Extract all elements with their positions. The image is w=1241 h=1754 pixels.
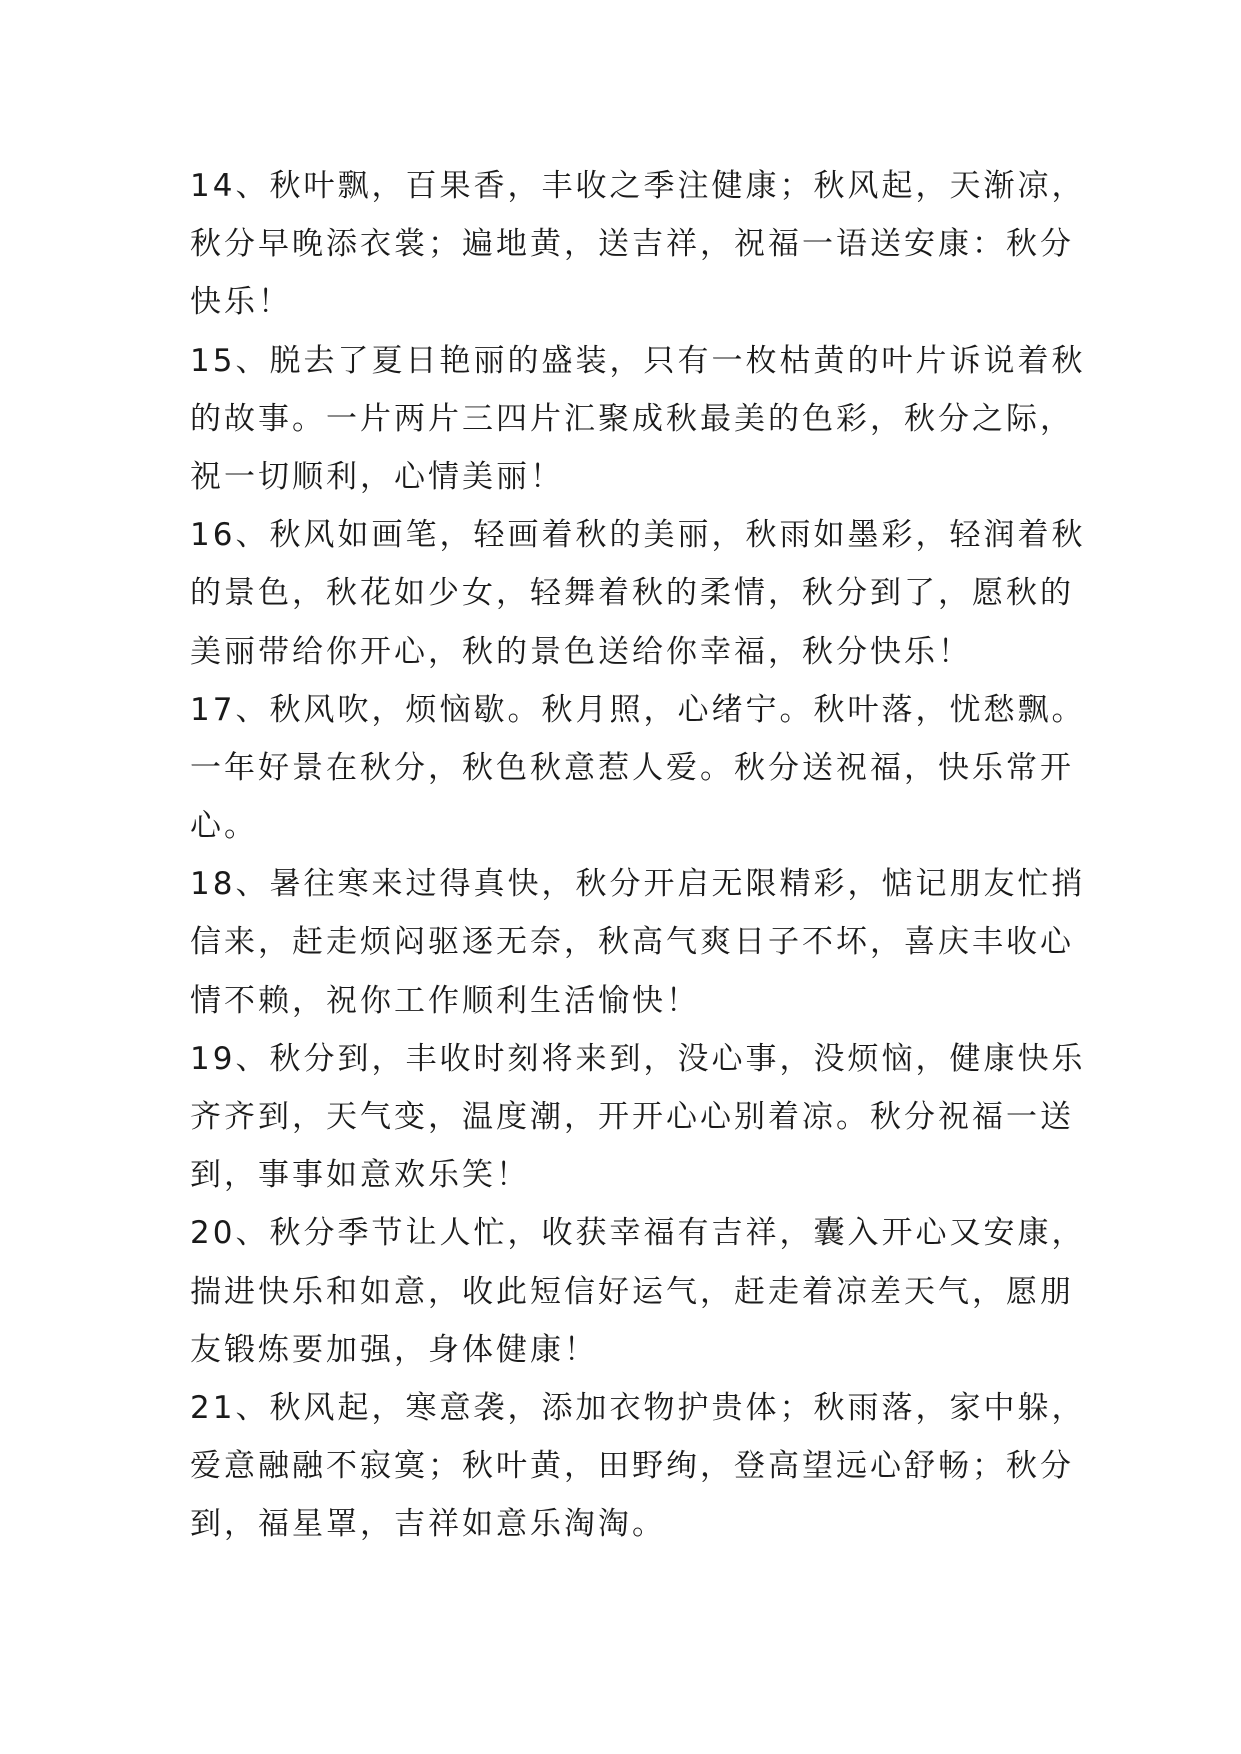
text-line: 20、秋分季节让人忙，收获幸福有吉祥，囊入开心又安康， [190,1215,1086,1252]
text-line: 心。 [190,808,258,845]
text-line: 快乐！ [190,284,292,321]
text-line: 16、秋风如画笔，轻画着秋的美丽，秋雨如墨彩，轻润着秋 [190,517,1086,554]
text-line: 秋分早晚添衣裳；遍地黄，送吉祥，祝福一语送安康：秋分 [190,226,1074,263]
text-line: 的故事。一片两片三四片汇聚成秋最美的色彩，秋分之际， [190,400,1074,437]
text-line: 14、秋叶飘，百果香，丰收之季注健康；秋风起，天渐凉， [190,168,1086,204]
text-line: 祝一切顺利，心情美丽！ [190,458,564,495]
text-line: 到，福星罩，吉祥如意乐淘淘。 [190,1506,666,1543]
text-line: 21、秋风起，寒意袭，添加衣物护贵体；秋雨落，家中躲， [190,1389,1086,1426]
text-line: 到，事事如意欢乐笑！ [190,1157,530,1194]
document-body [190,157,1090,1554]
text-line: 19、秋分到，丰收时刻将来到，没心事，没烦恼，健康快乐 [190,1040,1086,1077]
text-line: 信来，赶走烦闷驱逐无奈，秋高气爽日子不坏，喜庆丰收心 [190,924,1074,961]
text-line: 18、暑往寒来过得真快，秋分开启无限精彩，惦记朋友忙捎 [190,866,1086,903]
text-line: 齐齐到，天气变，温度潮，开开心心别着凉。秋分祝福一送 [190,1099,1074,1135]
text-line: 情不赖，祝你工作顺利生活愉快！ [190,982,700,1019]
text-line: 美丽带给你开心，秋的景色送给你幸福，秋分快乐！ [190,633,972,670]
text-line: 15、脱去了夏日艳丽的盛装，只有一枚枯黄的叶片诉说着秋 [190,342,1086,379]
text-line: 友锻炼要加强，身体健康！ [190,1331,598,1368]
text-line: 的景色，秋花如少女，轻舞着秋的柔情，秋分到了，愿秋的 [190,575,1074,612]
text-line: 爱意融融不寂寞；秋叶黄，田野绚，登高望远心舒畅；秋分 [190,1448,1074,1485]
text-line: 一年好景在秋分，秋色秋意惹人爱。秋分送祝福，快乐常开 [190,749,1074,786]
text-line: 揣进快乐和如意，收此短信好运气，赶走着凉差天气，愿朋 [190,1273,1074,1310]
text-line: 17、秋风吹，烦恼歇。秋月照，心绪宁。秋叶落，忧愁飘。 [190,691,1086,728]
